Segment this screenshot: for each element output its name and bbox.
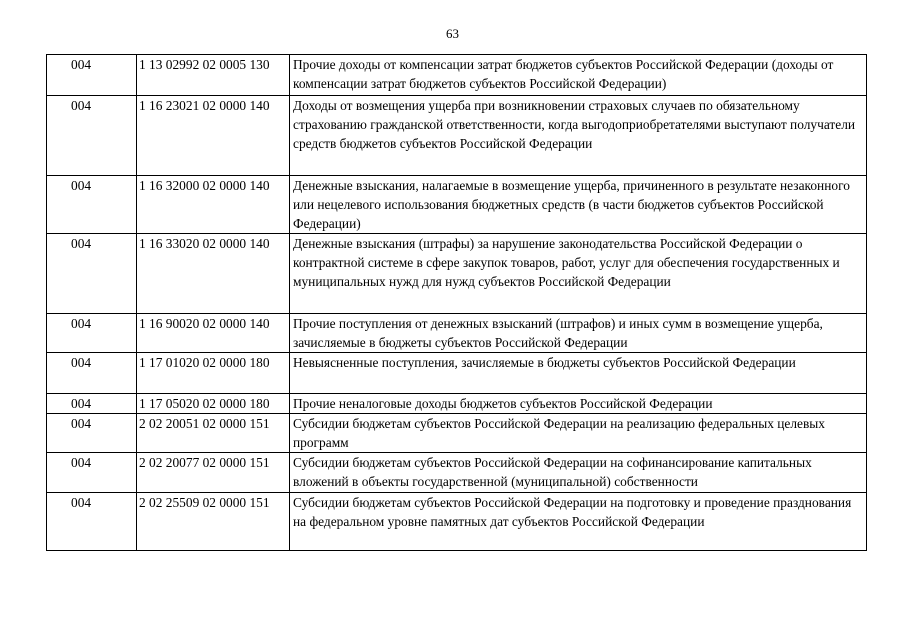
budget-revenue-table: [46, 54, 867, 551]
revenue-name-cell: Прочие неналоговые доходы бюджетов субъектов Российской Федерации: [290, 394, 867, 414]
admin-code-cell: 004: [47, 234, 137, 314]
budget-classification-code-cell: 1 16 90020 02 0000 140: [137, 314, 290, 353]
revenue-name-cell: Прочие доходы от компенсации затрат бюджетов субъектов Российской Федерации (доходы от компенсации затрат бюджетов субъектов Российской Федерации): [290, 55, 867, 96]
budget-classification-code-cell: 2 02 20077 02 0000 151: [137, 453, 290, 493]
admin-code-cell: 004: [47, 314, 137, 353]
admin-code-cell: 004: [47, 55, 137, 96]
revenue-name-cell: Прочие поступления от денежных взысканий (штрафов) и иных сумм в возмещение ущерба, зачисляемые в бюджеты субъектов Российской Федерации: [290, 314, 867, 353]
budget-classification-code-cell: 2 02 20051 02 0000 151: [137, 414, 290, 453]
revenue-name-cell: Субсидии бюджетам субъектов Российской Федерации на софинансирование капитальных вложений в объекты государственной (муниципальной) собственности: [290, 453, 867, 493]
table-row: [47, 55, 867, 96]
table-row: [47, 176, 867, 234]
revenue-name-cell: Доходы от возмещения ущерба при возникновении страховых случаев по обязательному страхованию гражданской ответственности, когда выгодоприобретателями выступают получатели средств бюджетов субъектов Российской Федерации: [290, 96, 867, 176]
budget-classification-code-cell: 1 13 02992 02 0005 130: [137, 55, 290, 96]
revenue-name-cell: Субсидии бюджетам субъектов Российской Федерации на реализацию федеральных целевых программ: [290, 414, 867, 453]
admin-code-cell: 004: [47, 453, 137, 493]
budget-classification-code-cell: 1 16 23021 02 0000 140: [137, 96, 290, 176]
table-row: [47, 453, 867, 493]
table-row: [47, 493, 867, 551]
admin-code-cell: 004: [47, 493, 137, 551]
budget-classification-code-cell: 1 16 32000 02 0000 140: [137, 176, 290, 234]
table-row: [47, 96, 867, 176]
revenue-name-cell: Денежные взыскания (штрафы) за нарушение законодательства Российской Федерации о контрактной системе в сфере закупок товаров, работ, услуг для обеспечения государственных и муниципальных нужд для нужд субъектов Российской Федерации: [290, 234, 867, 314]
admin-code-cell: 004: [47, 96, 137, 176]
revenue-name-cell: Субсидии бюджетам субъектов Российской Федерации на подготовку и проведение празднования на федеральном уровне памятных дат субъектов Российской Федерации: [290, 493, 867, 551]
budget-classification-code-cell: 1 16 33020 02 0000 140: [137, 234, 290, 314]
table-row: [47, 414, 867, 453]
revenue-name-cell: Денежные взыскания, налагаемые в возмещение ущерба, причиненного в результате незаконного или нецелевого использования бюджетных средств (в части бюджетов субъектов Российской Федерации): [290, 176, 867, 234]
admin-code-cell: 004: [47, 176, 137, 234]
admin-code-cell: 004: [47, 414, 137, 453]
table-row: [47, 353, 867, 394]
admin-code-cell: 004: [47, 394, 137, 414]
admin-code-cell: 004: [47, 353, 137, 394]
budget-classification-code-cell: 1 17 05020 02 0000 180: [137, 394, 290, 414]
revenue-name-cell: Невыясненные поступления, зачисляемые в бюджеты субъектов Российской Федерации: [290, 353, 867, 394]
table-row: [47, 314, 867, 353]
table-row: [47, 234, 867, 314]
budget-classification-code-cell: 2 02 25509 02 0000 151: [137, 493, 290, 551]
table-row: [47, 394, 867, 414]
budget-classification-code-cell: 1 17 01020 02 0000 180: [137, 353, 290, 394]
page-number: 63: [446, 26, 459, 41]
